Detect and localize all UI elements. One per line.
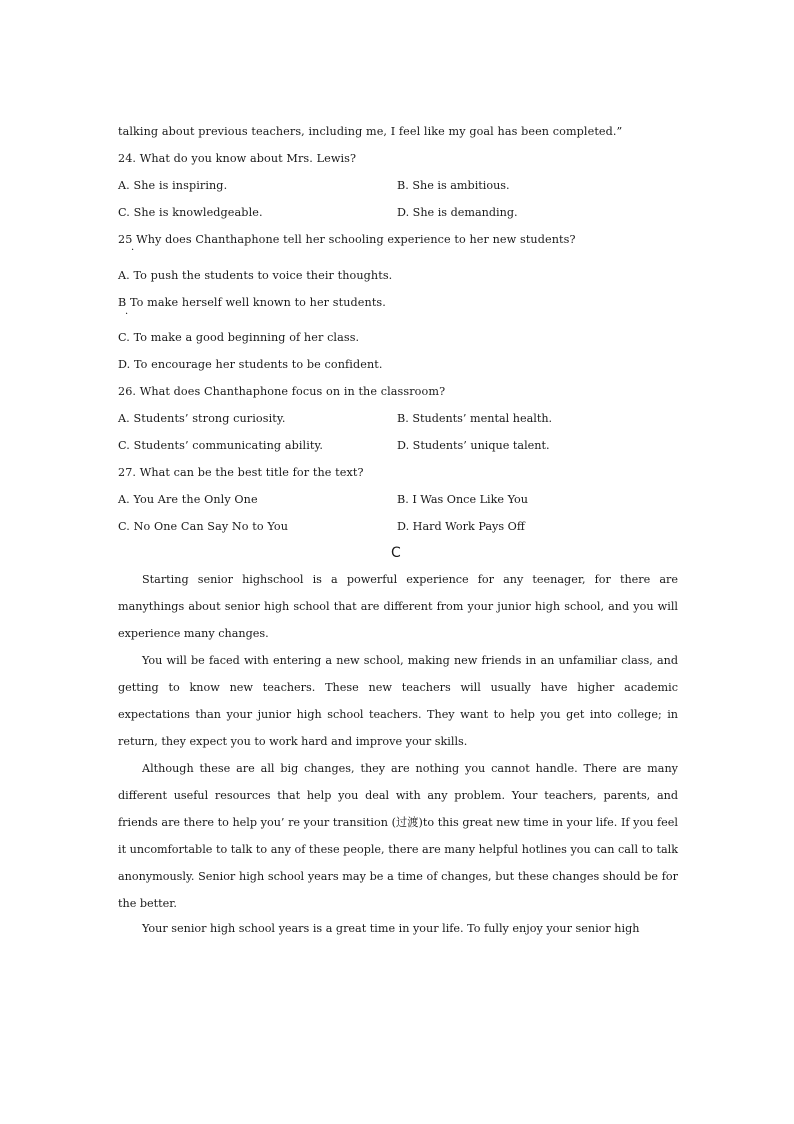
option-b: B To make herself well known to her students. — [118, 296, 386, 309]
stray-mark: · — [131, 245, 135, 256]
paragraph: Your senior high school years is a great time in your life. To fully enjoy your senior high — [142, 922, 640, 935]
section-heading: C — [391, 545, 401, 561]
question-stem: 26. What does Chanthaphone focus on in the classroom? — [118, 385, 446, 398]
stray-mark: · — [125, 309, 129, 320]
question-stem: 25 Why does Chanthaphone tell her schooling experience to her new students? — [118, 233, 576, 246]
option-b: B. She is ambitious. — [397, 179, 510, 192]
question-stem: 24. What do you know about Mrs. Lewis? — [118, 152, 357, 165]
option-d: D. To encourage her students to be confident. — [118, 358, 383, 371]
question-stem: 27. What can be the best title for the text? — [118, 466, 364, 479]
option-d: D. Hard Work Pays Off — [397, 520, 525, 533]
option-a: A. Students’ strong curiosity. — [118, 412, 286, 425]
paragraph: You will be faced with entering a new school, making new friends in an unfamiliar class, and getting to know new teachers. These new teachers will usually have higher academic expectations than your junior high school teachers. They want to help you get into college; in return, they expect you to work hard and improve your skills. — [118, 654, 678, 748]
option-c: C. No One Can Say No to You — [118, 520, 289, 533]
option-a: A. She is inspiring. — [118, 179, 228, 192]
option-d: D. Students’ unique talent. — [397, 439, 550, 452]
option-c: C. To make a good beginning of her class. — [118, 331, 360, 344]
option-a: A. To push the students to voice their thoughts. — [118, 269, 393, 282]
option-c: C. Students’ communicating ability. — [118, 439, 324, 452]
option-d: D. She is demanding. — [397, 206, 518, 219]
option-a: A. You Are the Only One — [118, 493, 258, 506]
paragraph: Although these are all big changes, they are nothing you cannot handle. There are many different useful resources that help you deal with any problem. Your teachers, parents, and friends are there to help you’ re your transition (过渡)to this great new time in your life. If you feel it uncomfortable to talk to any of these people, there are many helpful hotlines you can call to talk anonymously. Senior high school years may be a time of changes, but these changes should be for the better. — [118, 762, 678, 910]
paragraph: Starting senior highschool is a powerful experience for any teenager, for there are manythings about senior high school that are different from your junior high school, and you will experience many changes. — [118, 573, 678, 640]
option-c: C. She is knowledgeable. — [118, 206, 263, 219]
option-b: B. I Was Once Like You — [397, 493, 528, 506]
intro-line: talking about previous teachers, including me, I feel like my goal has been completed.” — [118, 125, 623, 138]
option-b: B. Students’ mental health. — [397, 412, 553, 425]
